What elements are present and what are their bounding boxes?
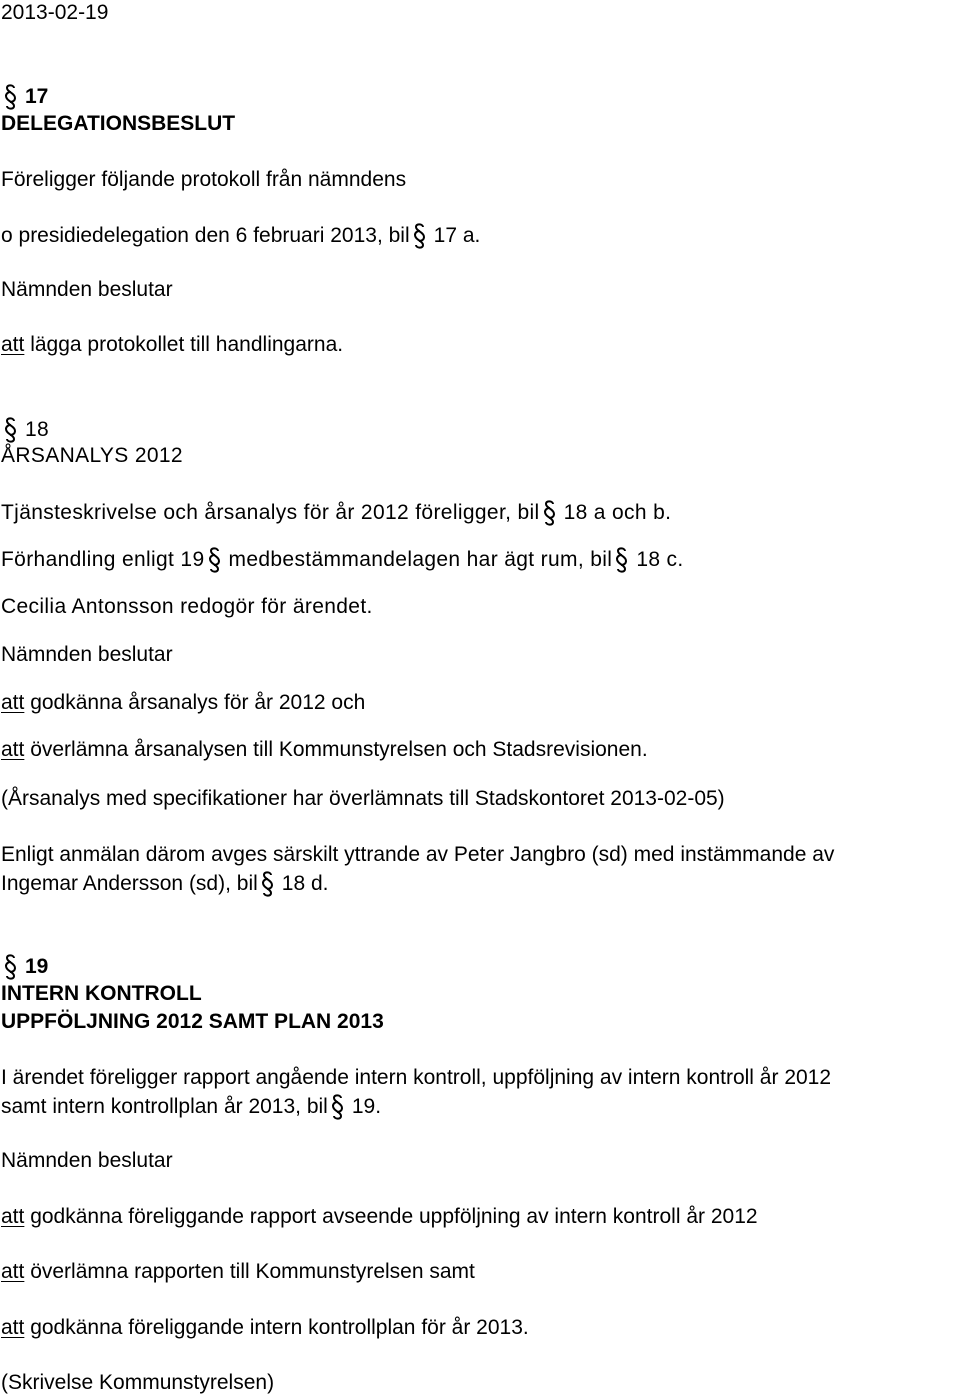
section-18-decision-heading: Nämnden beslutar [1,643,173,666]
section-sign-icon [542,499,557,527]
section-sign-icon [260,870,275,898]
section-19-decision-2 [1,1259,475,1285]
section-17-heading [1,83,48,111]
section-number: 18 [25,418,50,441]
line-text: medbestämmandelagen har ägt rum, bil [228,548,613,571]
line-text: samt intern kontrollplan år 2013, bil [1,1095,328,1118]
att-keyword: att [1,333,25,356]
line-text: Förhandling enligt 19 [1,548,205,571]
section-17-decision-heading: Nämnden beslutar [1,278,173,301]
section-18-decision-1 [1,690,365,716]
line-ref: 18 d. [281,872,329,895]
att-keyword: att [1,1205,25,1228]
decision-text: godkänna årsanalys för år 2012 och [30,691,366,714]
section-17-title: DELEGATIONSBESLUT [1,112,236,135]
att-keyword: att [1,691,25,714]
line-ref: 19. [351,1095,382,1118]
item-text: o presidiedelegation den 6 februari 2013, bil [1,224,410,247]
att-keyword: att [1,1260,25,1283]
section-sign-icon [330,1093,345,1121]
decision-text: överlämna rapporten till Kommunstyrelsen samt [30,1260,475,1283]
section-18-statement-line-2 [1,870,329,898]
section-17-decision-1 [1,332,343,358]
section-18-line-2 [1,546,684,574]
decision-text: överlämna årsanalysen till Kommunstyrelsen och Stadsrevisionen. [30,738,648,761]
section-17-intro: Föreligger följande protokoll från nämndens [1,168,407,191]
section-18-line-1 [1,499,671,527]
section-sign-icon [3,953,18,981]
section-19-title-2: UPPFÖLJNING 2012 SAMT PLAN 2013 [1,1010,384,1033]
section-19-body-line-2 [1,1093,381,1121]
section-18-decision-2 [1,737,648,763]
section-sign-icon [207,546,222,574]
section-sign-icon [412,222,427,250]
document-date: 2013-02-19 [1,1,109,24]
line-ref: 18 a och b. [563,501,672,524]
section-19-footer-note: (Skrivelse Kommunstyrelsen) [1,1371,275,1394]
section-sign-icon [614,546,629,574]
decision-text: godkänna föreliggande intern kontrollplan för år 2013. [30,1316,529,1339]
section-19-decision-1 [1,1204,758,1230]
line-text: Ingemar Andersson (sd), bil [1,872,258,895]
section-sign-icon [3,83,18,111]
decision-text: godkänna föreliggande rapport avseende uppföljning av intern kontroll år 2012 [30,1205,758,1228]
item-ref: 17 a. [433,224,481,247]
decision-text: lägga protokollet till handlingarna. [30,333,344,356]
att-keyword: att [1,1316,25,1339]
section-18-statement-line-1: Enligt anmälan därom avges särskilt yttrande av Peter Jangbro (sd) med instämmande av [1,843,835,866]
section-number: 19 [25,955,49,978]
section-18-note: (Årsanalys med specifikationer har överlämnats till Stadskontoret 2013-02-05) [1,787,725,810]
section-sign-icon [3,416,18,444]
section-18-title: ÅRSANALYS 2012 [1,444,183,467]
section-18-heading [1,416,49,444]
line-text: Tjänsteskrivelse och årsanalys för år 2012 föreligger, bil [1,501,540,524]
section-19-body-line-1: I ärendet föreligger rapport angående intern kontroll, uppföljning av intern kontroll år 2012 [1,1066,832,1089]
section-number: 17 [25,85,49,108]
section-19-heading [1,953,48,981]
section-19-decision-3 [1,1315,529,1341]
att-keyword: att [1,738,25,761]
section-17-item [1,222,480,250]
line-ref: 18 c. [636,548,684,571]
section-19-decision-heading: Nämnden beslutar [1,1149,173,1172]
section-18-line-3: Cecilia Antonsson redogör för ärendet. [1,595,373,618]
section-19-title-1: INTERN KONTROLL [1,982,202,1005]
